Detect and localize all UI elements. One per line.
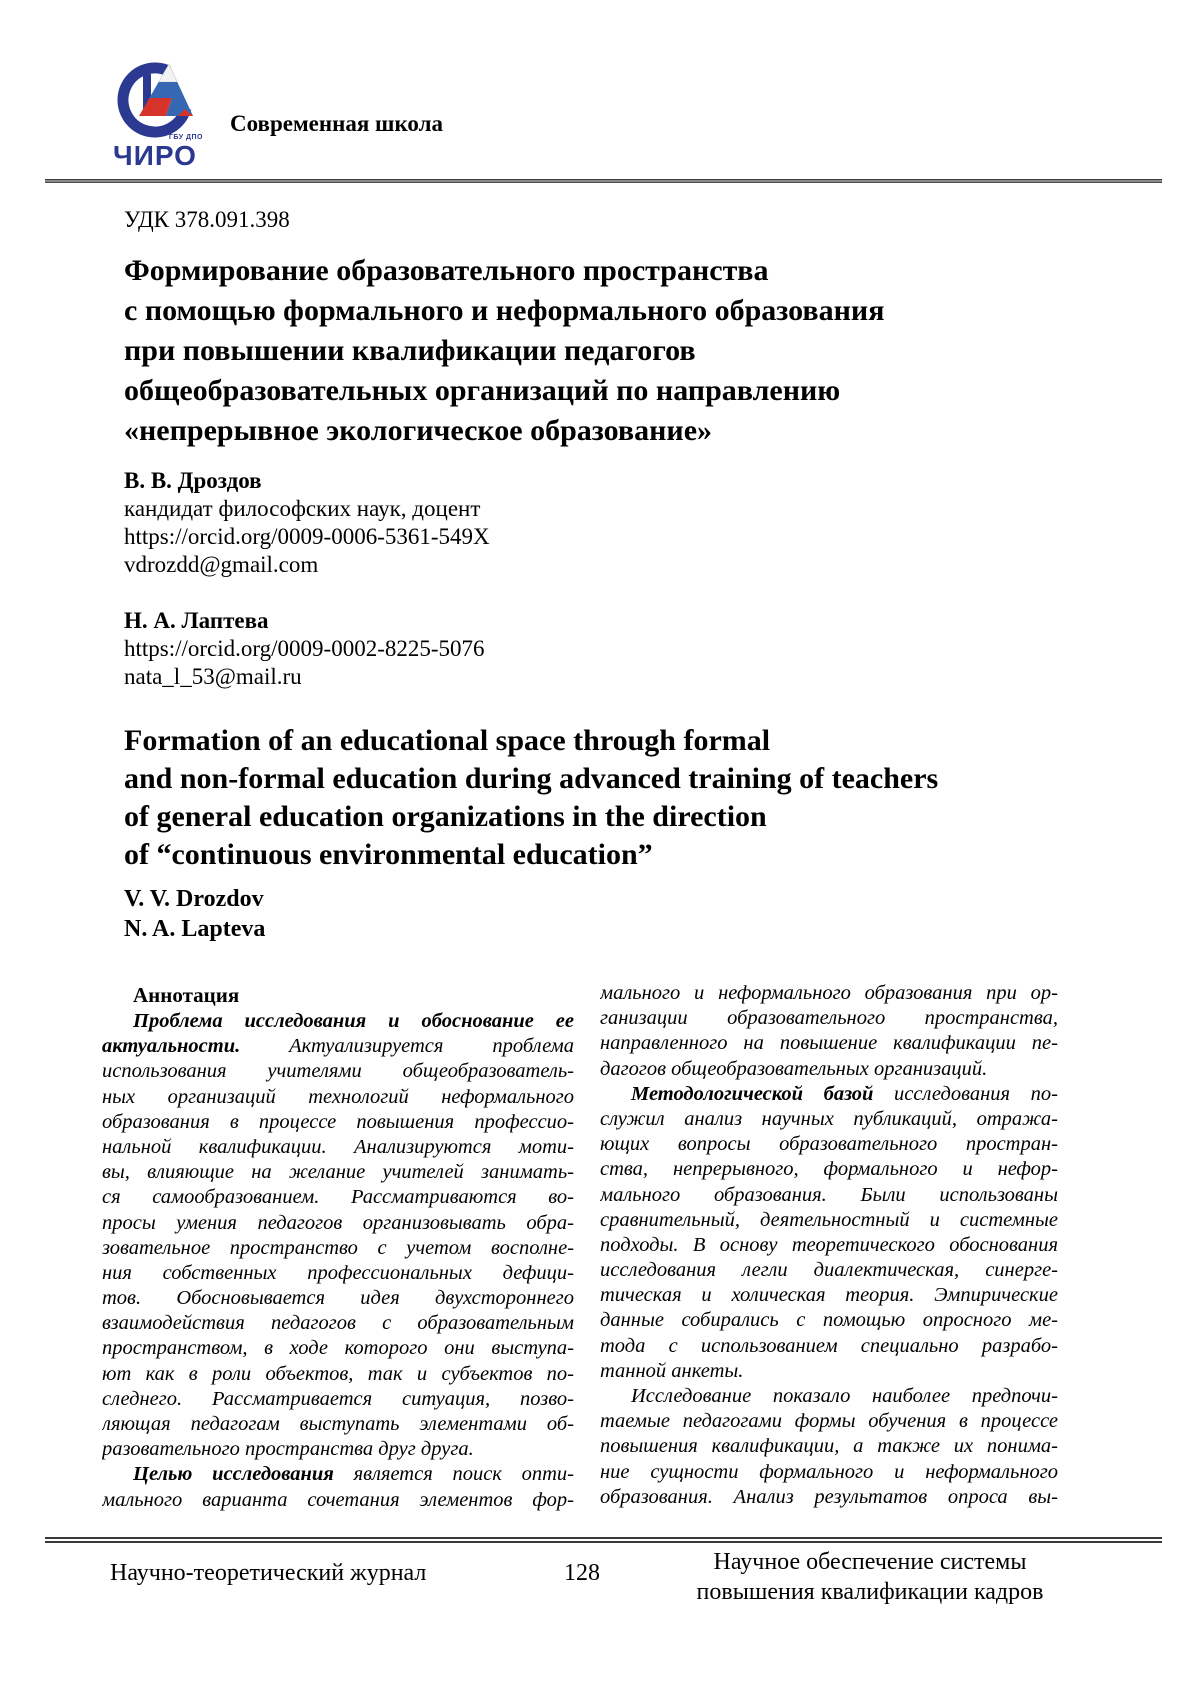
- abstract-line: тическая и холическая теория. Эмпирические: [600, 1284, 1058, 1307]
- abstract-line: зовательное пространство с учетом восполне-: [102, 1236, 574, 1259]
- abstract-line: танной анкеты.: [600, 1359, 744, 1382]
- title-ru-line: с помощью формального и неформального образования: [124, 294, 885, 327]
- author-en-name: V. V. Drozdov: [124, 886, 264, 912]
- journal-title: Современная школа: [230, 111, 443, 136]
- abstract-line: Целью исследования является поиск опти-: [133, 1463, 574, 1486]
- abstract-line: взаимодействия педагогов с образовательным: [102, 1312, 574, 1335]
- abstract-left-lines: [102, 1009, 574, 1513]
- footer-journal-name: [670, 1547, 1070, 1607]
- abstract-line: нальной квалификации. Анализируются моти-: [102, 1135, 574, 1158]
- abstract-column-right: [600, 981, 1058, 1510]
- abstract-line: ганизации образовательного пространства,: [600, 1007, 1058, 1030]
- udc-number: УДК 378.091.398: [124, 207, 290, 232]
- page-number: 128: [564, 1560, 600, 1586]
- abstract-line: исследования легли диалектическая, синерге-: [600, 1259, 1058, 1282]
- title-en-line: Formation of an educational space through formal: [124, 724, 771, 757]
- chiro-logo-icon: [105, 58, 205, 140]
- abstract-line: ства, непрерывного, формального и нефор-: [600, 1158, 1058, 1181]
- title-ru-line: «непрерывное экологическое образование»: [124, 414, 713, 447]
- abstract-line: дагогов общеобразовательных организаций.: [600, 1057, 988, 1080]
- footer-divider: [45, 1537, 1162, 1543]
- abstract-line: мального и неформального образования при ор-: [600, 982, 1058, 1004]
- abstract-line: ляющая педагогам выступать элементами об-: [102, 1413, 574, 1435]
- header-divider: [45, 179, 1162, 183]
- abstract-line: ния собственных профессиональных дефици-: [102, 1261, 574, 1284]
- footer-right-line: повышения квалификации кадров: [696, 1579, 1044, 1605]
- abstract-line: данные собирались с помощью опросного ме-: [600, 1309, 1058, 1332]
- abstract-line: мального варианта сочетания элементов фор-: [102, 1488, 574, 1511]
- abstract-line: таемые педагогами формы обучения в процессе: [600, 1410, 1058, 1433]
- author-info-line: https://orcid.org/0009-0006-5361-549X: [124, 524, 490, 549]
- abstract-line: пространством, в ходе которого они выступа-: [102, 1337, 574, 1360]
- abstract-line: образования в процессе повышения профессио-: [102, 1110, 574, 1133]
- title-ru-line: общеобразовательных организаций по направлению: [124, 374, 841, 407]
- abstract-line: служил анализ научных публикаций, отража-: [600, 1107, 1058, 1130]
- title-ru-line: Формирование образовательного пространства: [124, 254, 769, 287]
- abstract-line: Методологической базой исследования по-: [631, 1082, 1058, 1105]
- author-name: В. В. Дроздов: [124, 468, 262, 493]
- author-info-line: vdrozdd@gmail.com: [124, 552, 319, 577]
- abstract-line: Исследование показало наиболее предпочи-: [631, 1385, 1058, 1407]
- title-ru-line: при повышении квалификации педагогов: [124, 334, 696, 367]
- abstract-line: ют как в роли объектов, так и субъектов по-: [102, 1362, 574, 1385]
- abstract-line: ся самообразованием. Рассматриваются во-: [102, 1186, 574, 1209]
- author-name: Н. А. Лаптева: [124, 608, 269, 633]
- author-block-drozdov: [124, 467, 490, 579]
- abstract-line: повышения квалификации, а также их понима-: [600, 1435, 1058, 1458]
- abstract-heading: Аннотация: [133, 983, 240, 1007]
- author-info-line: кандидат философских наук, доцент: [124, 496, 481, 521]
- abstract-line: направленного на повышение квалификации пе-: [600, 1032, 1058, 1055]
- abstract-line: Проблема исследования и обоснование ее: [133, 1010, 574, 1032]
- abstract-line: следнего. Рассматривается ситуация, позво-: [102, 1387, 574, 1410]
- logo-org-type: ГБУ ДПО: [168, 134, 203, 141]
- article-title-en: [124, 722, 1084, 874]
- abstract-line: подходы. В основу теоретического обоснования: [600, 1233, 1058, 1256]
- title-en-line: of general education organizations in the direction: [124, 800, 767, 833]
- authors-en: [124, 884, 265, 944]
- abstract-line: просы умения педагогов организовывать обра-: [102, 1211, 574, 1234]
- author-info: [124, 495, 490, 579]
- abstract-line: тов. Обосновывается идея двухстороннего: [102, 1287, 574, 1310]
- abstract-line: ющих вопросы образовательного простран-: [600, 1133, 1058, 1156]
- abstract-line: сравнительный, деятельностный и системные: [600, 1208, 1058, 1231]
- footer-journal-type: Научно-теоретический журнал: [110, 1560, 427, 1586]
- abstract-column-left: [102, 981, 574, 1513]
- article-title-ru: [124, 251, 1074, 451]
- title-en-line: and non-formal education during advanced training of teachers: [124, 762, 939, 795]
- journal-logo: [105, 58, 205, 170]
- title-en-line: of “continuous environmental education”: [124, 838, 653, 871]
- author-en-name: N. A. Lapteva: [124, 916, 266, 942]
- abstract-line: образования. Анализ результатов опроса вы-: [600, 1485, 1058, 1508]
- abstract-line: мального образования. Были использованы: [600, 1183, 1058, 1206]
- author-block-lapteva: [124, 607, 485, 691]
- author-info-line: https://orcid.org/0009-0002-8225-5076: [124, 636, 485, 661]
- logo-org-name: ЧИРО: [113, 140, 197, 171]
- author-info-line: nata_l_53@mail.ru: [124, 664, 302, 689]
- footer-right-line: Научное обеспечение системы: [713, 1549, 1027, 1575]
- abstract-line: разовательного пространства друг друга.: [102, 1438, 474, 1461]
- abstract-line: ние сущности формального и неформального: [600, 1460, 1058, 1483]
- abstract-line: использования учителями общеобразователь-: [102, 1060, 574, 1083]
- abstract-line: ных организаций технологий неформального: [102, 1085, 574, 1108]
- abstract-line: тода с использованием специально разрабо-: [600, 1334, 1058, 1357]
- author-info: [124, 635, 485, 691]
- abstract-line: актуальности. Актуализируется проблема: [102, 1035, 574, 1058]
- abstract-line: вы, влияющие на желание учителей занимать-: [102, 1161, 574, 1184]
